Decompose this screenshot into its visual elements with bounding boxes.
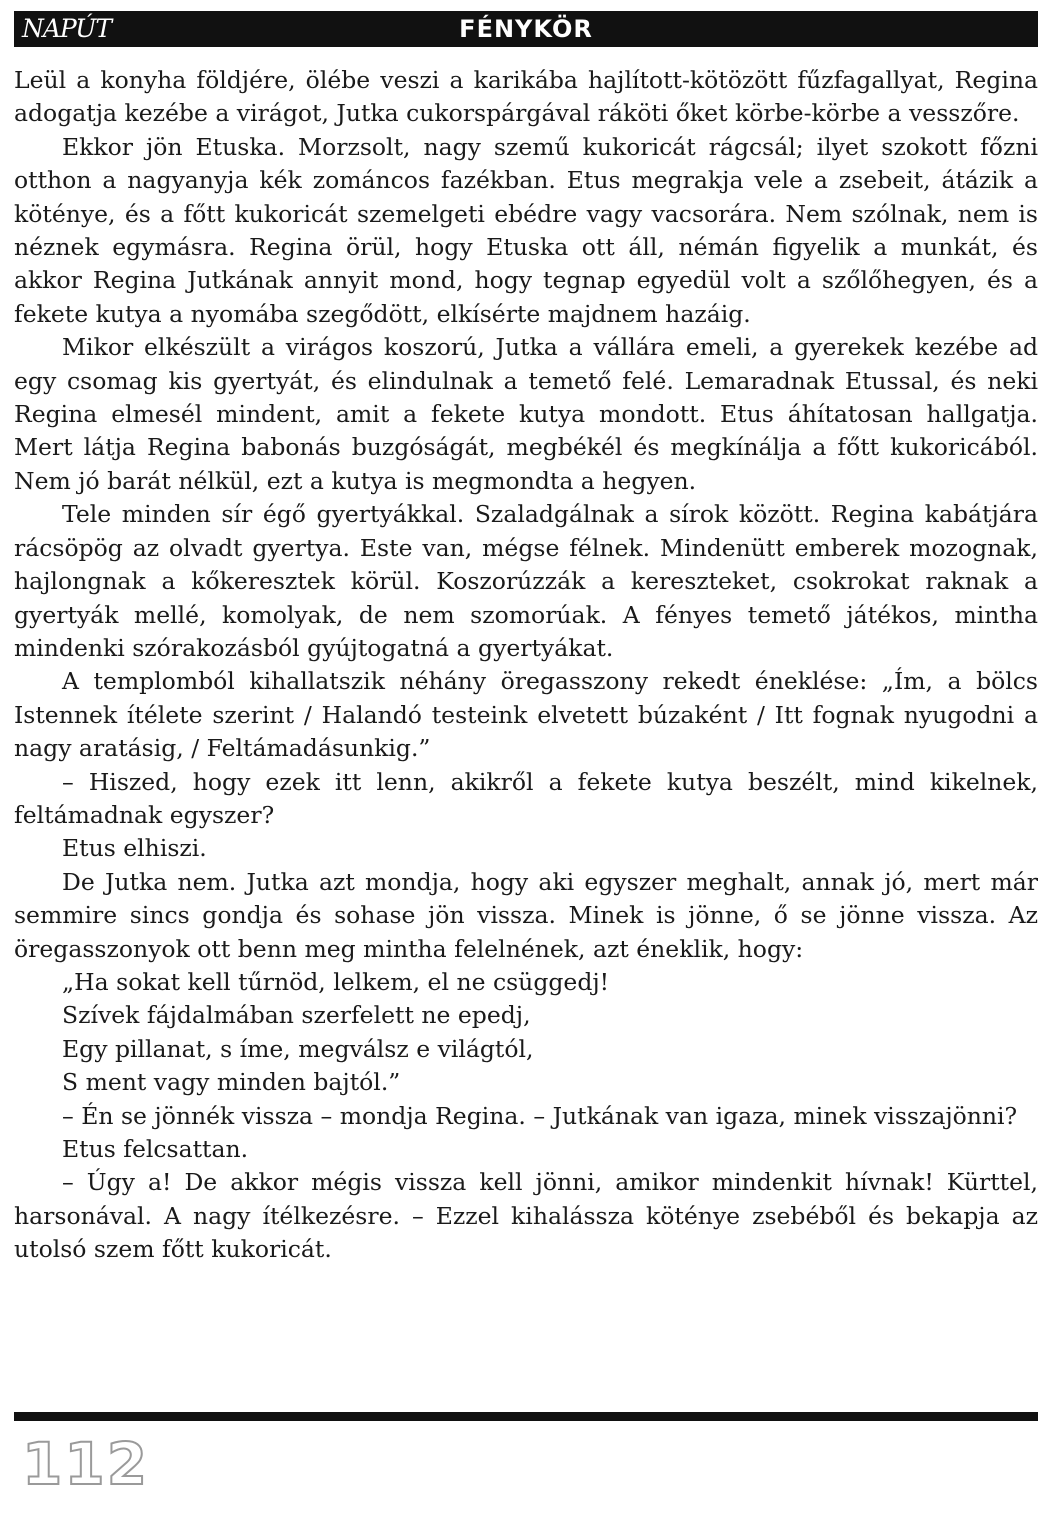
paragraph: Ekkor jön Etuska. Morzsolt, nagy szemű kukoricát rágcsál; ilyet szokott főzni otthon a nagyanyja kék zománcos fazékban. Etus megrakja vele a zsebeit, átázik a kötényе, és a főtt kukoricát szemelgeti ebédre vagy vacsorára. Nem szólnak, nem is néznek egymásra. Regina örül, hogy Etuska ott áll, némán figyelik a munkát, és akkor Regina Jutkának annyit mond, hogy tegnap egyedül volt a szőlőhegyen, és a fekete kutya a nyomába szegődött, elkísérte majdnem hazáig.: [14, 132, 1038, 328]
paragraph: Leül a konyha földjére, ölébe veszi a karikába hajlított-kötözött fűzfagallyat, Regina adogatja kezébe a virágot, Jutka cukorspárgával ráköti őket körbe-körbe a vesszőre.: [14, 66, 1038, 128]
running-header: [14, 11, 1038, 47]
paragraph: Etus felcsattan.: [62, 1135, 249, 1163]
paragraph: – Hiszed, hogy ezek itt lenn, akikről a fekete kutya beszélt, mind kikelnek, feltámadnak egyszer?: [14, 767, 1038, 829]
verse-line: Szívek fájdalmában szerfelett ne epedj,: [62, 1001, 531, 1030]
paragraph: A templomból kihallatszik néhány öregasszony rekedt éneklése: „Ím, a bölcs Istennek ítélete szerint / Halandó testeink elvetett búzaként / Itt fognak nyugodni a nagy aratásig, / Feltámadásunkig.”: [14, 667, 1038, 763]
paragraph: Tele minden sír égő gyertyákkal. Szaladgálnak a sírok között. Regina kabátjára rácsöpög az olvadt gyertya. Este van, mégse félnek. Mindenütt emberek mozognak, hajlongnak a kőkeresztek körül. Koszorúzzák a kereszteket, csokrokat raknak a gyertyák mellé, komolyak, de nem szomorúak. A fényes temető játékos, mintha mindenki szórakozásból gyújtogatná a gyertyákat.: [14, 500, 1038, 662]
verse-line: Egy pillanat, s íme, megválsz e világtól,: [62, 1034, 534, 1063]
paragraph: De Jutka nem. Jutka azt mondja, hogy aki egyszer meghalt, annak jó, mert már semmire sincs gondja és sohase jön vissza. Minek is jönne, ő se jönne vissza. Az öregasszonyok ott benn meg mintha felelnének, azt éneklik, hogy:: [14, 867, 1038, 963]
paragraph: Mikor elkészült a virágos koszorú, Jutka a vállára emeli, a gyerekek kezébe ad egy csomag kis gyertyát, és elindulnak a temető felé. Lemaradnak Etussal, és neki Regina elmesél mindent, amit a fekete kutya mondott. Etus áhítatosan hallgatja. Mert látja Regina babonás buzgóságát, megbékél és megkínálja a főtt kukoricából. Nem jó barát nélkül, ezt a kutya is megmondta a hegyen.: [14, 333, 1038, 495]
paragraph: – Úgy a! De akkor mégis vissza kell jönni, amikor mindenkit hívnak! Kürttel, harsonával. A nagy ítélkezésre. – Ezzel kihalássza kötényе zsebéből és bekapja az utolsó szem főtt kukoricát.: [14, 1168, 1038, 1264]
section-title: FÉNYKÖR: [459, 15, 593, 43]
paragraph: Etus elhiszi.: [62, 834, 207, 863]
footer-rule: [14, 1412, 1038, 1421]
paragraph: – Én se jönnék vissza – mondja Regina. – Jutkának van igaza, minek visszajönni?: [62, 1101, 1018, 1130]
verse-line: „Ha sokat kell tűrnöd, lelkem, el ne csüggedj!: [62, 967, 610, 996]
verse-line: S ment vagy minden bajtól.”: [62, 1068, 401, 1097]
magazine-logo: NAPÚT: [22, 14, 112, 43]
page-number: 112: [22, 1430, 150, 1498]
article-body: [14, 64, 1038, 1267]
